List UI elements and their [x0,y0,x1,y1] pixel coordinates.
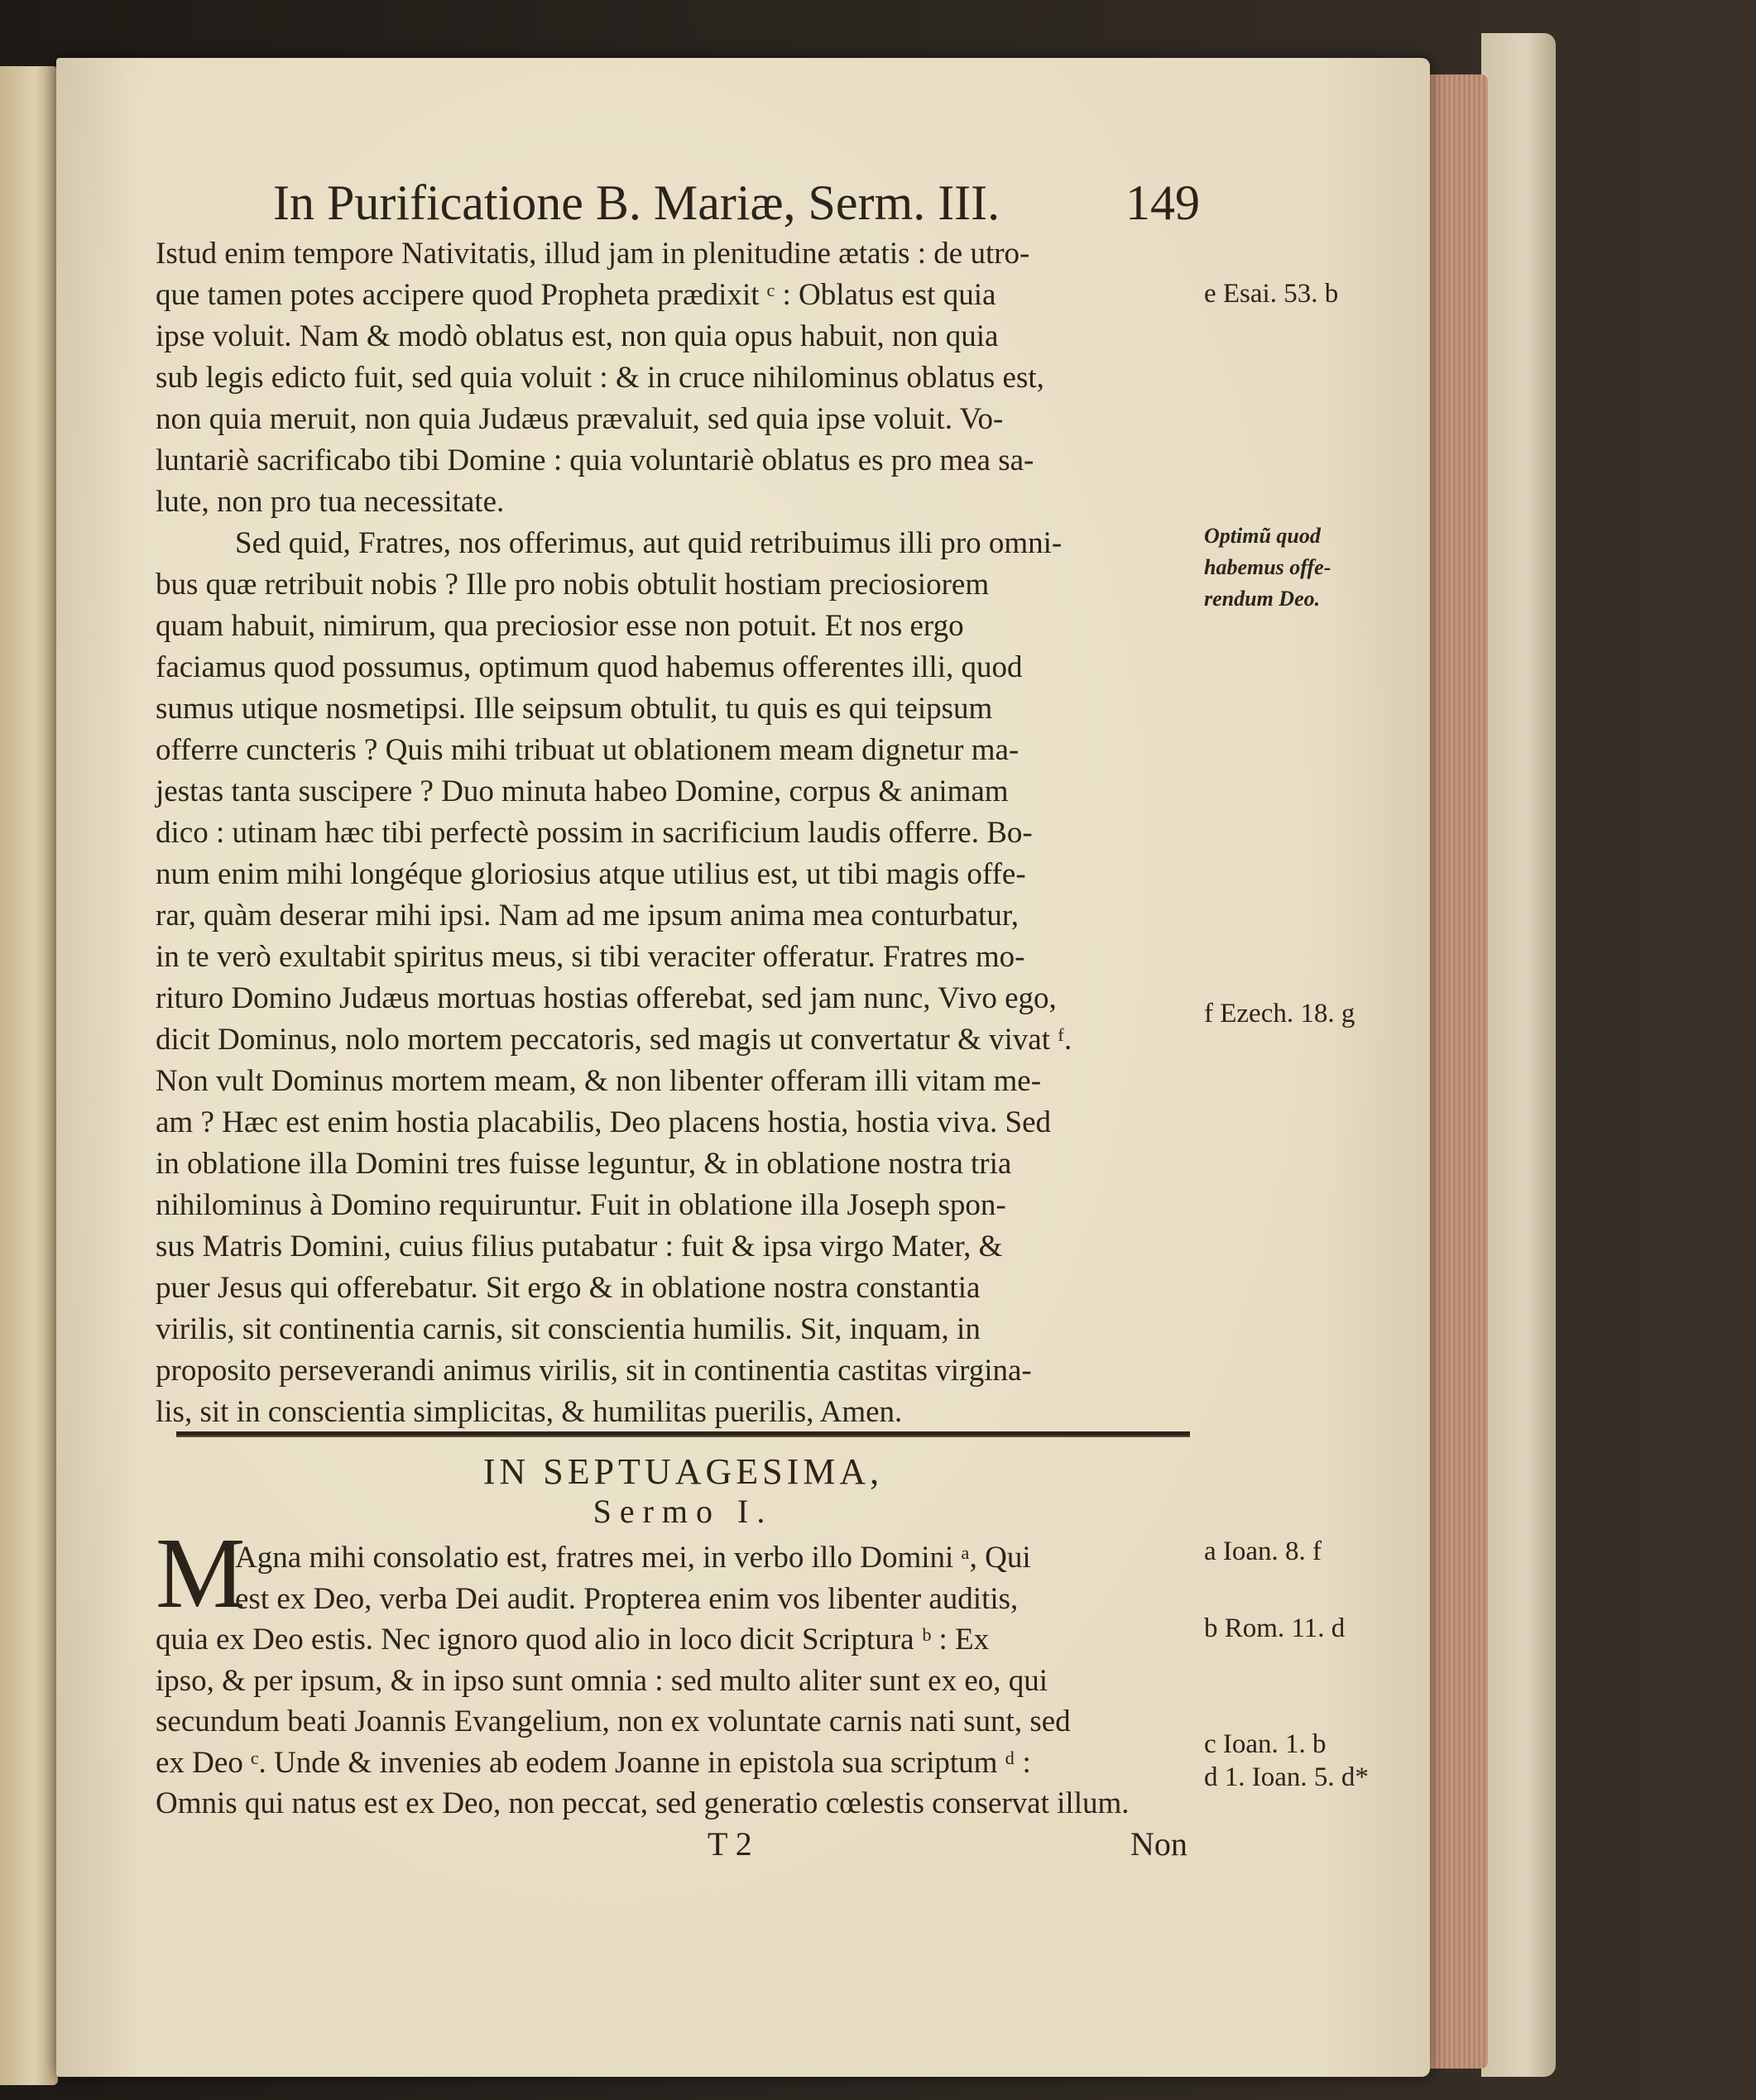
book-cover-edge [1481,33,1556,2077]
text-line: sus Matris Domini, cuius filius putabatur : fuit & ipsa virgo Mater, & [156,1230,1003,1263]
text-line: puer Jesus qui offerebatur. Sit ergo & in oblatione nostra constantia [156,1271,981,1305]
page-header [273,174,1200,232]
text-line: dico : utinam hæc tibi perfectè possim in sacrificium laudis offerre. Bo- [156,816,1033,850]
paragraph-start-line: Sed quid, Fratres, nos offerimus, aut quid retribuimus illi pro omni- [235,526,1063,560]
margin-note-optimum-2: habemus offe- [1204,555,1331,579]
facing-page-edge [0,66,58,2085]
text-line: rituro Domino Judæus mortuas hostias offerebat, sed jam nunc, Vivo ego, [156,981,1057,1015]
text-line: ex Deo ᶜ. Unde & invenies ab eodem Joanne in epistola sua scriptum ᵈ : [156,1745,1031,1780]
text-line: sumus utique nosmetipsi. Ille seipsum obtulit, tu quis es qui teipsum [156,692,993,726]
text-line: Non vult Dominus mortem meam, & non libenter offeram illi vitam me- [156,1064,1042,1098]
text-line: sub legis edicto fuit, sed quia voluit : & in cruce nihilominus oblatus est, [156,361,1044,395]
text-line: virilis, sit continentia carnis, sit conscientia humilis. Sit, inquam, in [156,1312,981,1346]
text-line: est ex Deo, verba Dei audit. Propterea enim vos libenter auditis, [235,1581,1019,1616]
text-line: Omnis qui natus est ex Deo, non peccat, sed generatio cœlestis conservat illum. [156,1786,1130,1820]
text-line: ipse voluit. Nam & modò oblatus est, non quia opus habuit, non quia [156,319,999,353]
page-number: 149 [1125,175,1200,230]
section-divider [176,1431,1190,1437]
text-line: num enim mihi longéque gloriosius atque utilius est, ut tibi magis offe- [156,857,1026,891]
text-line: nihilominus à Domino requiruntur. Fuit in oblatione illa Joseph spon- [156,1188,1006,1222]
drop-cap: M [156,1517,246,1629]
margin-note-optimum-1: Optimũ quod [1204,524,1321,548]
text-line: quam habuit, nimirum, qua preciosior esse non potuit. Et nos ergo [156,609,964,643]
text-line: quia ex Deo estis. Nec ignoro quod alio in loco dicit Scriptura ᵇ : Ex [156,1623,990,1657]
sermon-text [156,1537,1190,1824]
text-line: luntariè sacrificabo tibi Domine : quia voluntariè oblatus es pro mea sa- [156,443,1034,477]
section-subtitle: Sermo I. [593,1493,774,1530]
text-line: faciamus quod possumus, optimum quod habemus offerentes illi, quod [156,650,1023,684]
signature-mark: T 2 [708,1825,752,1863]
text-line: lute, non pro tua necessitate. [156,485,505,519]
text-line: rar, quàm deserar mihi ipsi. Nam ad me ipsum anima mea conturbatur, [156,899,1019,933]
text-line: in te verò exultabit spiritus meus, si tibi veraciter offeratur. Fratres mo- [156,940,1025,974]
text-line: in oblatione illa Domini tres fuisse leguntur, & in oblatione nostra tria [156,1147,1012,1181]
margin-note-rom11: b Rom. 11. d [1204,1613,1346,1643]
margin-note-1ioan5: d 1. Ioan. 5. d* [1204,1762,1369,1792]
section-title: IN SEPTUAGESIMA, [482,1451,884,1492]
text-line: lis, sit in conscientia simplicitas, & humilitas puerilis, Amen. [156,1395,903,1429]
text-line: jestas tanta suscipere ? Duo minuta habeo Domine, corpus & animam [156,774,1009,808]
text-line: Agna mihi consolatio est, fratres mei, in verbo illo Domini ᵃ, Qui [235,1541,1031,1575]
text-line: dicit Dominus, nolo mortem peccatoris, sed magis ut convertatur & vivat ᶠ. [156,1023,1072,1057]
margin-note-esai: e Esai. 53. b [1204,279,1339,309]
margin-note-ioan1: c Ioan. 1. b [1204,1729,1327,1759]
text-line: Istud enim tempore Nativitatis, illud jam in plenitudine ætatis : de utro- [156,237,1030,271]
text-line: ipso, & per ipsum, & in ipso sunt omnia : sed multo aliter sunt ex eo, qui [156,1663,1048,1698]
text-line: que tamen potes accipere quod Propheta prædixit ᶜ : Oblatus est quia [156,278,996,312]
text-line: secundum beati Joannis Evangelium, non ex voluntate carnis nati sunt, sed [156,1704,1071,1738]
margin-note-ioan8: a Ioan. 8. f [1204,1537,1322,1566]
running-title: In Purificatione B. Mariæ, Serm. III. [273,175,1000,230]
text-line: proposito perseverandi animus virilis, sit in continentia castitas virgina- [156,1354,1032,1388]
catchword: Non [1130,1825,1187,1863]
margin-note-optimum-3: rendum Deo. [1204,587,1321,611]
text-line: am ? Hæc est enim hostia placabilis, Deo placens hostia, hostia viva. Sed [156,1105,1051,1139]
text-line: bus quæ retribuit nobis ? Ille pro nobis obtulit hostiam preciosiorem [156,568,990,602]
page-block-edges [1430,74,1488,2069]
margin-note-ezech: f Ezech. 18. g [1204,999,1355,1028]
text-line: offerre cuncteris ? Quis mihi tribuat ut oblationem meam dignetur ma- [156,733,1020,767]
text-line: non quia meruit, non quia Judæus prævaluit, sed quia ipse voluit. Vo- [156,402,1004,436]
main-text [156,233,1190,1433]
